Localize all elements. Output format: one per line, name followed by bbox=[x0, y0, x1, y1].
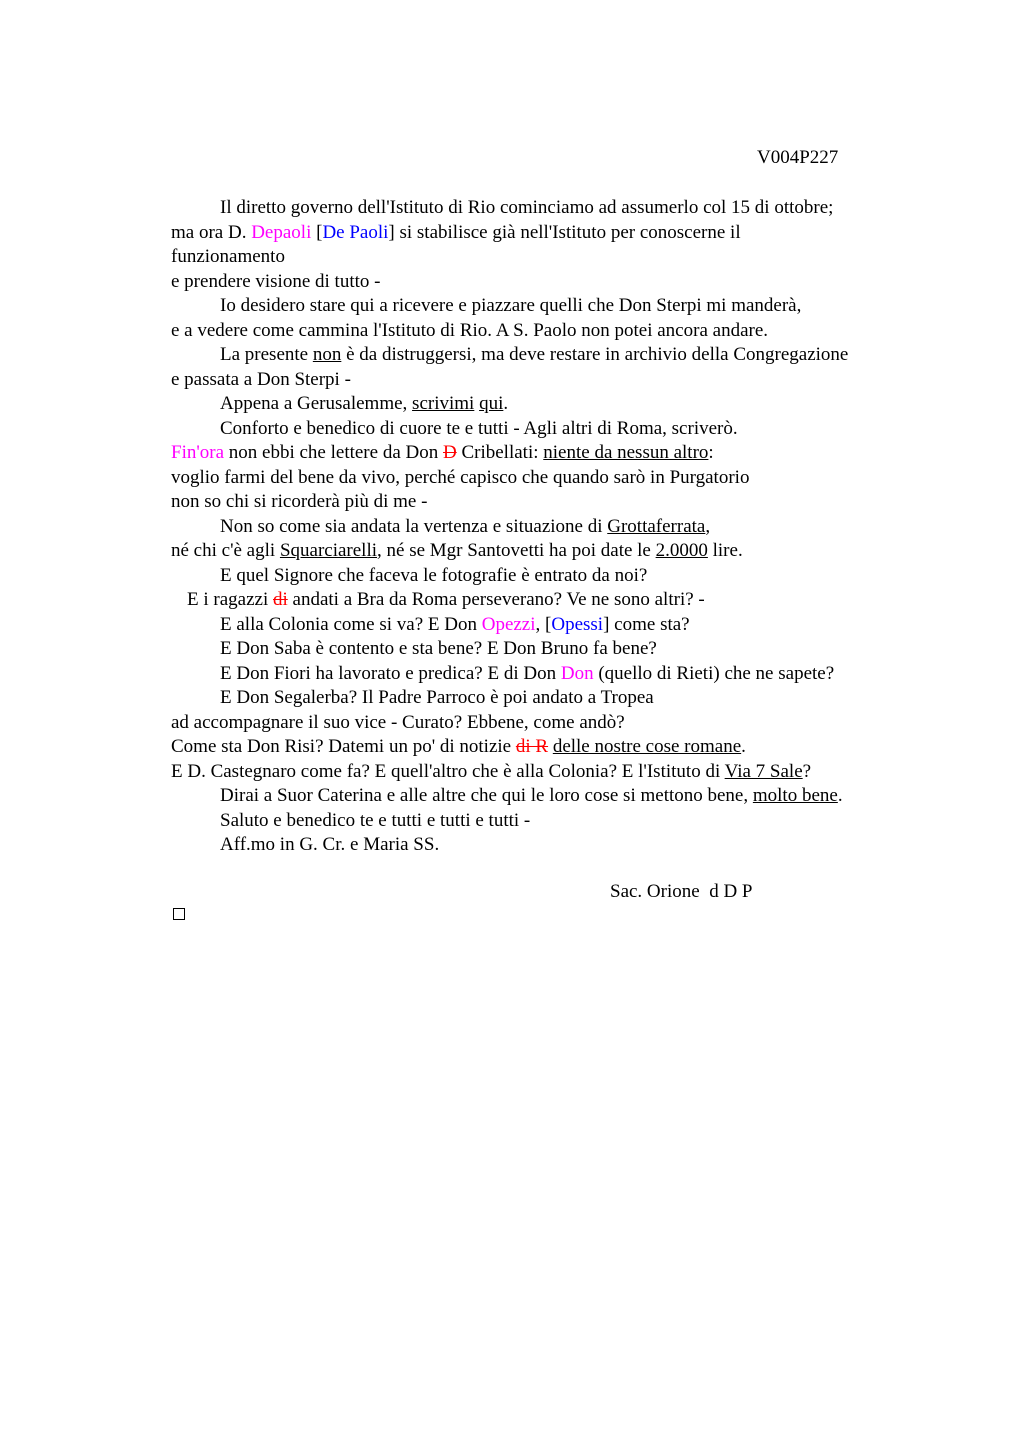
line-text: (quello di Rieti) che ne sapete? bbox=[593, 662, 835, 684]
line-5: Io desidero stare qui a ricevere e piazzare quelli che Don Sterpi mi manderà, bbox=[220, 295, 802, 316]
line-text: . bbox=[741, 736, 746, 757]
line-15 bbox=[171, 539, 931, 564]
line-14 bbox=[171, 515, 931, 540]
line-27: Aff.mo in G. Cr. e Maria SS. bbox=[220, 834, 440, 855]
line-17 bbox=[171, 588, 931, 613]
line-26: Saluto e benedico te e tutti e tutti e tutti - bbox=[220, 809, 531, 831]
line-9 bbox=[171, 392, 931, 417]
line-text: Non so come sia andata la vertenza e situazione di bbox=[220, 515, 608, 537]
underlined-text: delle nostre cose romane bbox=[552, 736, 742, 757]
line-3: funzionamento bbox=[171, 246, 285, 267]
line-24 bbox=[171, 760, 931, 785]
line-text: : bbox=[708, 442, 714, 463]
underlined-text: molto bene bbox=[752, 785, 838, 806]
line-13: non so chi si ricorderà più di me - bbox=[171, 491, 428, 512]
line-18 bbox=[171, 613, 931, 638]
line-text: andati a Bra da Roma perseverano? Ve ne sono altri? - bbox=[287, 589, 705, 610]
line-22: ad accompagnare il suo vice - Curato? Ebbene, come andò? bbox=[171, 711, 625, 733]
signature: Sac. Orione d D P bbox=[610, 881, 753, 902]
line-text: E D. Castegnaro come fa? E quell'altro che è alla Colonia? E l'Istituto di bbox=[171, 760, 725, 782]
original-spelling: Fin'ora bbox=[171, 442, 225, 463]
original-spelling: Opezzi bbox=[481, 613, 536, 635]
deleted-text: di bbox=[272, 589, 288, 610]
line-19: E Don Saba è contento e sta bene? E Don Bruno fa bene? bbox=[220, 638, 657, 659]
line-text: né chi c'è agli bbox=[171, 540, 280, 561]
line-4: e prendere visione di tutto - bbox=[171, 270, 381, 292]
line-25 bbox=[171, 784, 931, 809]
underlined-text: Squarciarelli bbox=[279, 540, 378, 561]
line-12: voglio farmi del bene da vivo, perché capisco che quando sarò in Purgatorio bbox=[171, 466, 750, 488]
line-2 bbox=[171, 221, 931, 246]
line-7 bbox=[171, 343, 931, 368]
line-text: ] si stabilisce già nell'Istituto per conoscerne il bbox=[388, 221, 741, 243]
line-text: . bbox=[503, 393, 509, 414]
underlined-text: Via 7 Sale bbox=[724, 760, 803, 782]
line-text: è da distruggersi, ma deve restare in archivio della Congregazione bbox=[341, 344, 849, 365]
line-text: ? bbox=[802, 760, 812, 782]
line-11 bbox=[171, 441, 931, 466]
line-text: [ bbox=[311, 221, 323, 243]
underlined-text: 2.0000 bbox=[655, 540, 708, 561]
line-20 bbox=[171, 662, 931, 687]
line-23 bbox=[171, 735, 931, 760]
line-text: , bbox=[705, 515, 711, 537]
deleted-text: di R bbox=[515, 736, 549, 757]
underlined-text: niente da nessun altro bbox=[543, 442, 709, 463]
underlined-text: non bbox=[312, 344, 342, 365]
line-text: Cribellati: bbox=[456, 442, 544, 463]
line-text: non ebbi che lettere da Don bbox=[224, 442, 443, 463]
underlined-text: scrivimi bbox=[412, 393, 475, 414]
letter-body bbox=[171, 196, 931, 858]
line-10: Conforto e benedico di cuore te e tutti - Agli altri di Roma, scriverò. bbox=[220, 417, 738, 439]
line-text: E i ragazzi bbox=[187, 589, 273, 610]
line-1: Il diretto governo dell'Istituto di Rio cominciamo ad assumerlo col 15 di ottobre; bbox=[220, 197, 834, 218]
line-text: La presente bbox=[220, 344, 313, 365]
line-text: ma ora D. bbox=[171, 221, 252, 243]
original-spelling: Depaoli bbox=[251, 221, 312, 243]
underlined-text: qui bbox=[479, 393, 504, 414]
line-21: E Don Segalerba? Il Padre Parroco è poi andato a Tropea bbox=[220, 687, 654, 708]
line-16: E quel Signore che faceva le fotografie è entrato da noi? bbox=[220, 564, 648, 586]
line-text: Appena a Gerusalemme, bbox=[220, 393, 413, 414]
line-text: E Don Fiori ha lavorato e predica? E di Don bbox=[220, 662, 561, 684]
line-text: Come sta Don Risi? Datemi un po' di notizie bbox=[171, 736, 516, 757]
original-spelling: Don bbox=[560, 662, 594, 684]
line-text: Dirai a Suor Caterina e alle altre che qui le loro cose si mettono bene, bbox=[220, 785, 753, 806]
line-text: , né se Mgr Santovetti ha poi date le bbox=[377, 540, 656, 561]
line-text: , [ bbox=[535, 613, 552, 635]
empty-square-icon bbox=[173, 908, 185, 920]
line-text: E alla Colonia come si va? E Don bbox=[220, 613, 482, 635]
line-text: lire. bbox=[707, 540, 743, 561]
editorial-correction: De Paoli bbox=[322, 221, 389, 243]
line-6: e a vedere come cammina l'Istituto di Rio. A S. Paolo non potei ancora andare. bbox=[171, 319, 769, 341]
line-text: ] come sta? bbox=[603, 613, 690, 635]
line-text: . bbox=[837, 785, 843, 806]
document-reference: V004P227 bbox=[757, 147, 839, 168]
editorial-correction: Opessi bbox=[551, 613, 604, 635]
underlined-text: Grottaferrata bbox=[607, 515, 706, 537]
line-8: e passata a Don Sterpi - bbox=[171, 368, 351, 390]
deleted-text: D bbox=[442, 442, 457, 463]
